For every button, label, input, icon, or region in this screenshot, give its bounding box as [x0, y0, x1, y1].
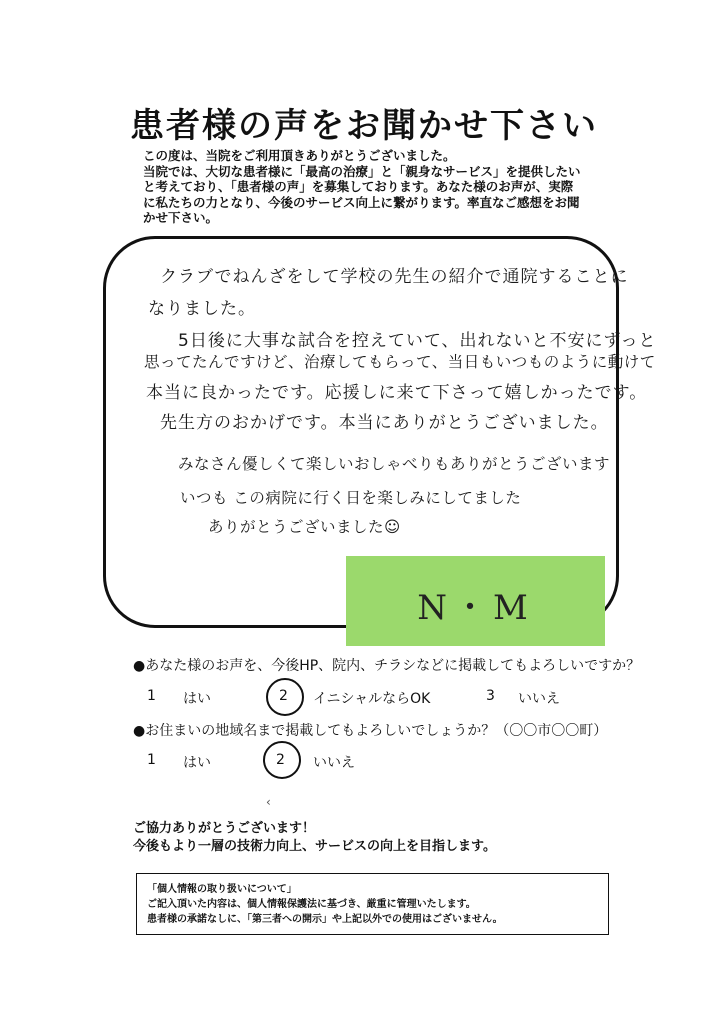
intro-line: かせ下さい。 — [143, 210, 219, 225]
q1-option-2-label: イニシャルならOK — [313, 691, 431, 707]
intro-line: この度は、当院をご利用頂きありがとうございました。 — [143, 148, 456, 163]
q2-option-2-label: いいえ — [313, 755, 355, 771]
comment-line: 5日後に大事な試合を控えていて、出れないと不安にずっと — [178, 331, 657, 351]
intro-line: に私たちの力となり、今後のサービス向上に繋がります。率直なご感想をお聞 — [143, 194, 580, 210]
comment-line: 先生方のおかげです。本当にありがとうございました。 — [160, 413, 609, 433]
comment-line: クラブでねんざをして学校の先生の紹介で通院することに — [160, 267, 629, 287]
comment-line: みなさん優しくて楽しいおしゃべりもありがとうございます — [178, 455, 611, 473]
question-2: ●お住まいの地域名まで掲載してもよろしいでしょうか？（〇〇市〇〇町） — [133, 723, 608, 739]
thanks-line: 今後もより一層の技術力向上、サービスの向上を目指します。 — [133, 839, 496, 854]
comment-line: なりました。 — [148, 299, 256, 319]
comment-line: 本当に良かったです。応援しに来て下さって嬉しかったです。 — [146, 383, 648, 403]
q1-option-1-label: はい — [183, 691, 211, 707]
question-1: ●あなた様のお声を、今後HP、院内、チラシなどに掲載してもよろしいですか？ — [133, 658, 641, 674]
q1-option-3-number: 3 — [486, 688, 495, 704]
page-title: 患者様の声をお聞かせ下さい — [130, 106, 598, 146]
q2-option-1-label: はい — [183, 755, 211, 771]
q2-option-1-number: 1 — [147, 752, 156, 768]
initials: N・M — [417, 588, 534, 628]
intro-text — [143, 148, 613, 226]
privacy-line: 患者様の承諾なしに、「第三者への開示」や上記以外での使用はございません。 — [147, 914, 503, 925]
privacy-notice — [136, 873, 609, 935]
privacy-line: ご記入頂いた内容は、個人情報保護法に基づき、厳重に管理いたします。 — [147, 899, 476, 910]
thanks-line: ご協力ありがとうございます！ — [133, 821, 316, 836]
intro-line: と考えており、「患者様の声」を募集しております。あなた様のお声が、実際 — [143, 179, 574, 194]
sticky-note — [346, 556, 605, 646]
comment-line: 思ってたんですけど、治療してもらって、当日もいつものように動けて — [144, 353, 656, 371]
privacy-heading: 「個人情報の取り扱いについて」 — [147, 884, 297, 895]
intro-line: 当院では、大切な患者様に「最高の治療」と「親身なサービス」を提供したい — [143, 163, 581, 179]
q1-option-3-label: いいえ — [518, 691, 560, 707]
pen-mark: ‹ — [266, 795, 271, 809]
q2-option-2-number: 2 — [276, 752, 285, 768]
comment-line: いつも この病院に行く日を楽しみにしてました — [180, 489, 522, 507]
q1-option-1-number: 1 — [147, 688, 156, 704]
comment-line: ありがとうございました☺ — [208, 518, 401, 536]
q1-option-2-number: 2 — [279, 688, 288, 704]
